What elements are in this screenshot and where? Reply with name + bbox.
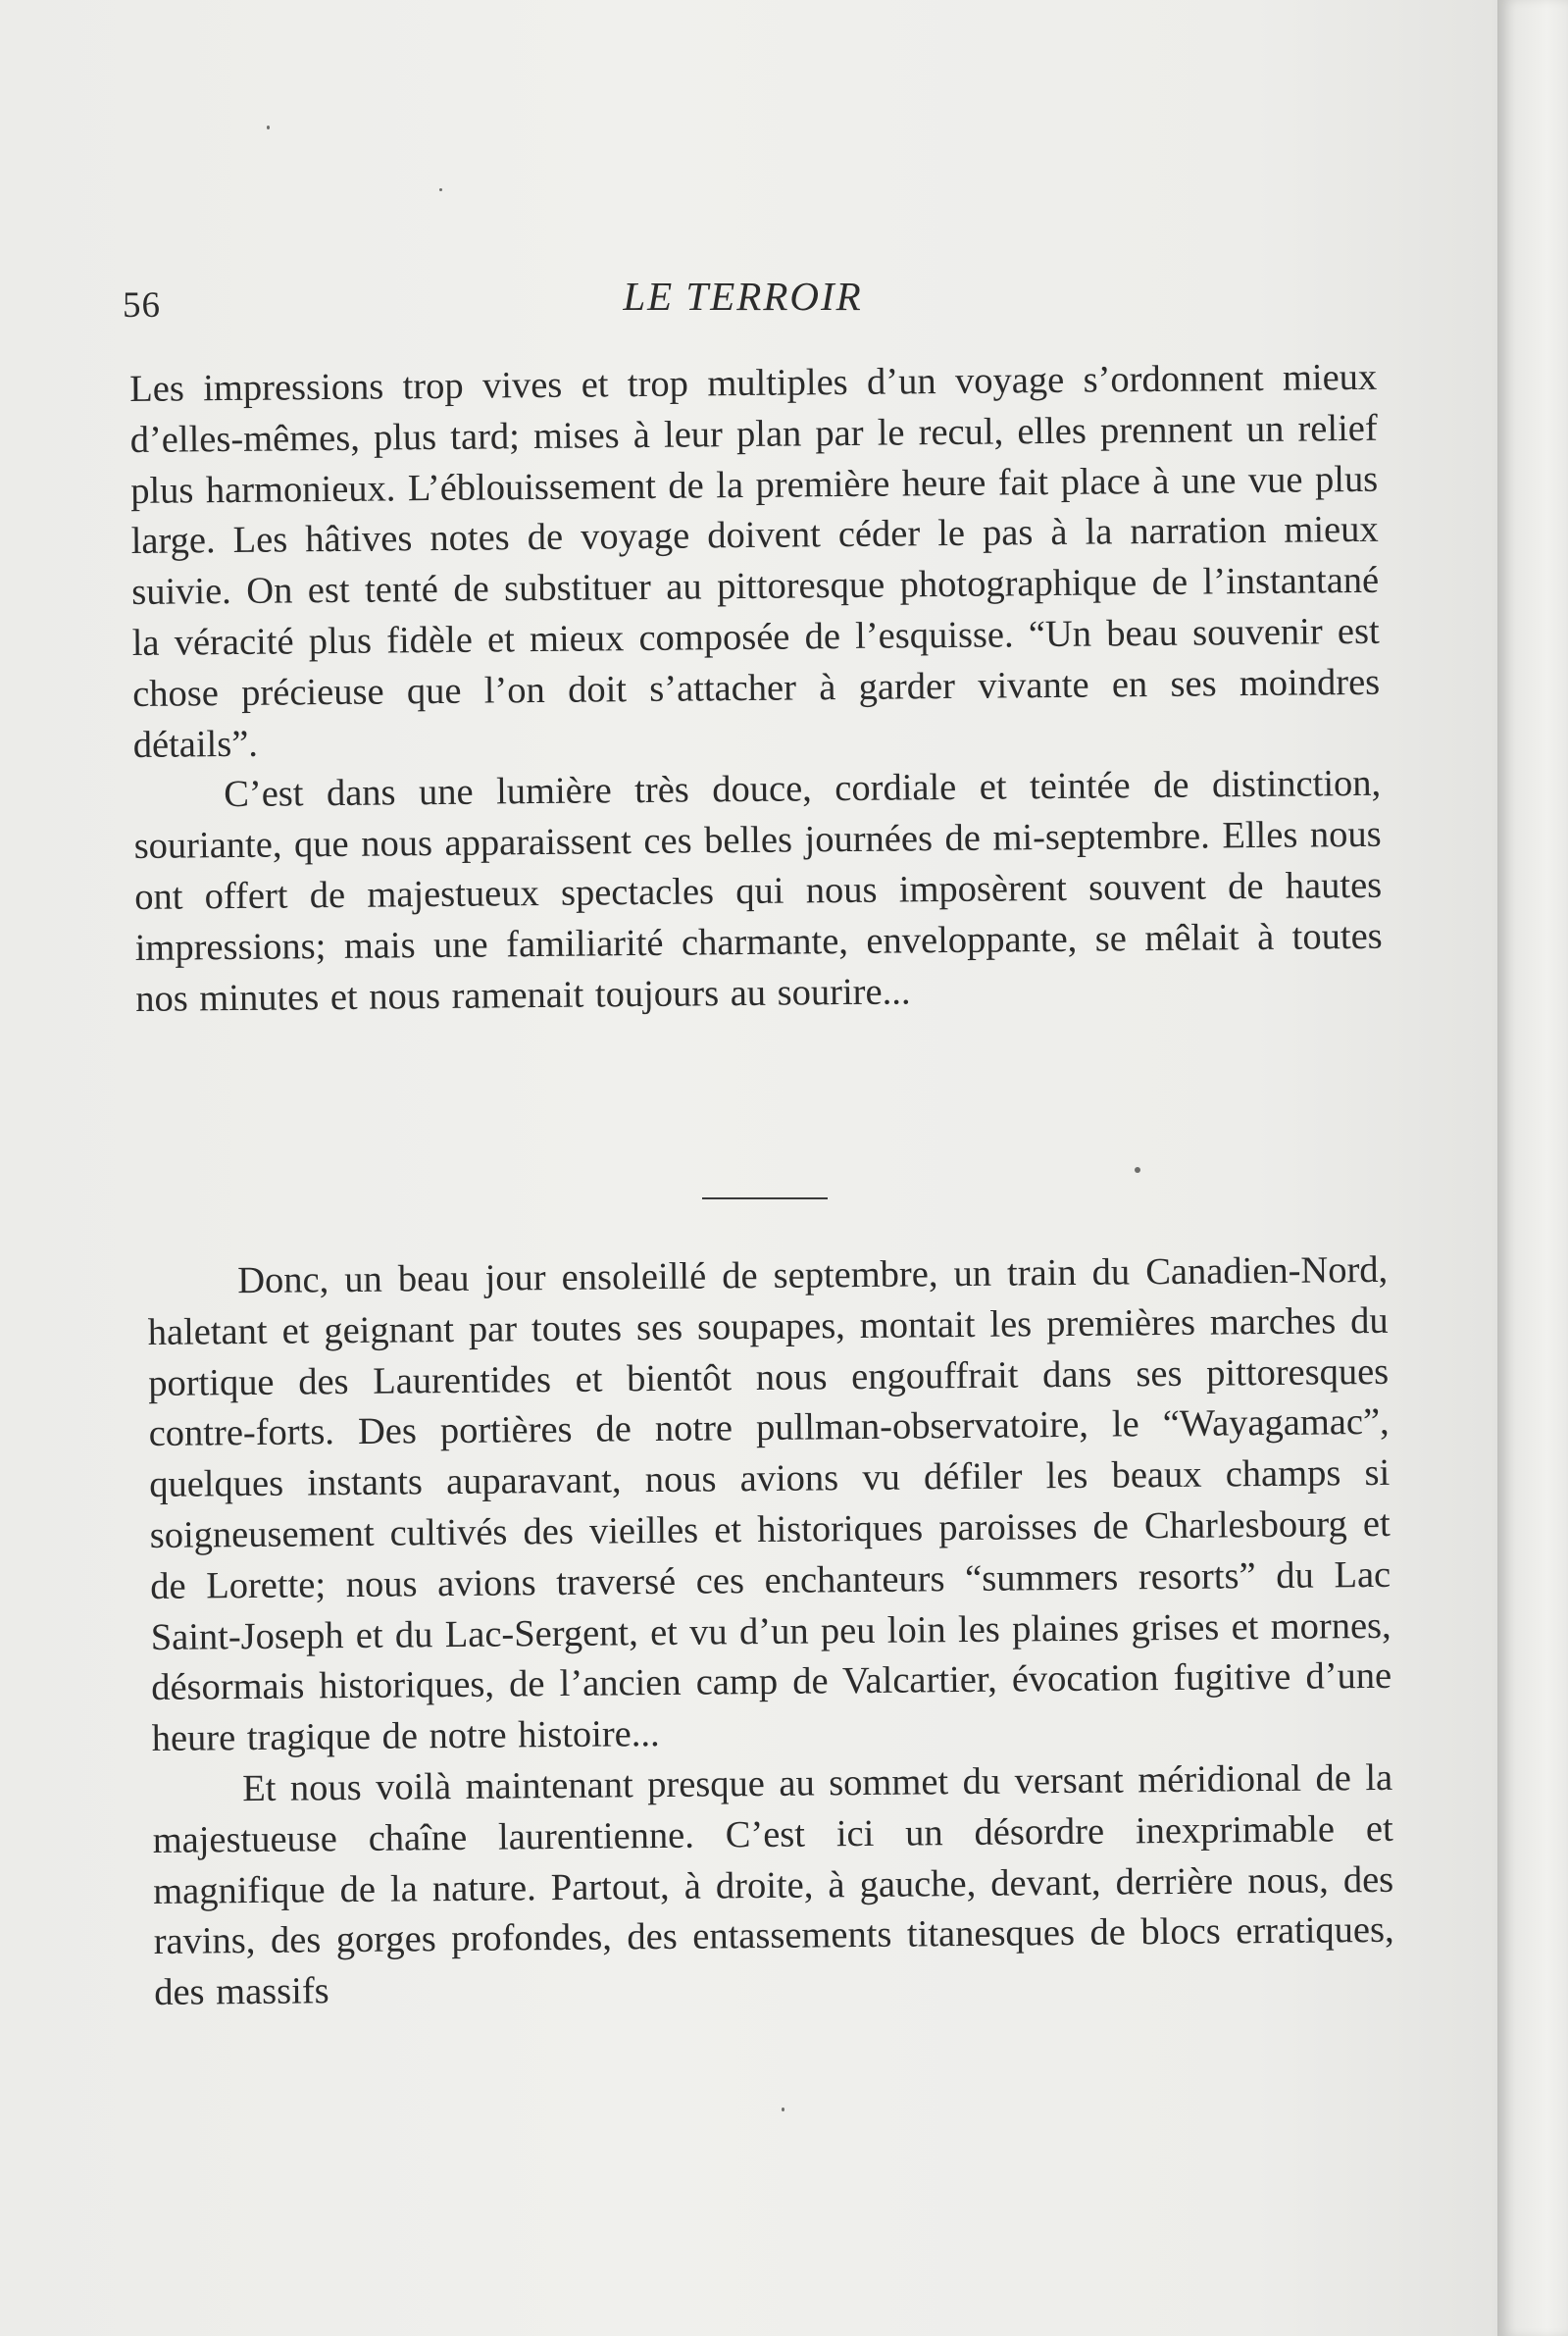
page-gutter — [1497, 0, 1568, 2336]
text-section-1 — [129, 353, 1383, 1026]
paragraph: Les impressions trop vives et trop multiples d’un voyage s’ordonnent mieux d’elles-mêmes, plus tard; mises à leur plan par le recul, elles prennent un relief plus harmonieux. L’éblouissement de la première heure fait place à une vue plus large. Les hâtives notes de voyage doivent céder le pas à la narration mieux suivie. On est tenté de substituer au pittoresque photographique de l’instantané la véracité plus fidèle et mieux composée de l’esquisse. “Un beau souvenir est chose précieuse que l’on doit s’attacher à garder vivante en ses moindres détails”. — [129, 356, 1381, 766]
paragraph: Donc, un beau jour ensoleillé de septembre, un train du Canadien-Nord, haletant et geignant par toutes ses soupapes, montait les premières marches du portique des Laurentides et bientôt nous engouffrait dans ses pittoresques contre-forts. Des portières de notre pullman-observatoire, le “Wayagamac”, quelques instants auparavant, nous avions vu défiler les beaux champs si soigneusement cultivés des vieilles et historiques paroisses de Charlesbourg et de Lorette; nous avions traversé ces enchanteurs “summers resorts” du Lac Saint-Joseph et du Lac-Sergent, et vu d’un peu loin les plaines grises et mornes, désormais historiques, de l’ancien camp de Valcartier, évocation fugitive d’une heure tragique de notre histoire... — [147, 1248, 1392, 1760]
paper-speck — [439, 188, 442, 191]
page-number: 56 — [123, 285, 161, 326]
text-section-2 — [147, 1245, 1394, 2019]
paper-speck — [782, 2107, 784, 2111]
paragraph: C’est dans une lumière très douce, cordiale et teintée de distinction, souriante, que nous apparaissent ces belles journées de mi-septembre. Elles nous ont offert de majestueux spectacles qui nous imposèrent souvent de hautes impressions; mais une familiarité charmante, enveloppante, se mêlait à toutes nos minutes et nous ramenait toujours au sourire... — [133, 763, 1383, 1020]
running-title: LE TERROIR — [623, 274, 863, 319]
paper-speck — [267, 126, 270, 129]
page-header — [123, 263, 1388, 326]
paragraph: Et nous voilà maintenant presque au sommet du versant méridional de la majestueuse chaîne laurentienne. C’est ici un désordre inexprimable et magnifique de la nature. Partout, à droite, à gauche, devant, derrière nous, des ravins, des gorges profondes, des entassements titanesques de blocs erratiques, des massifs — [152, 1756, 1394, 2014]
section-divider — [702, 1197, 828, 1199]
paper-speck — [1135, 1167, 1140, 1173]
